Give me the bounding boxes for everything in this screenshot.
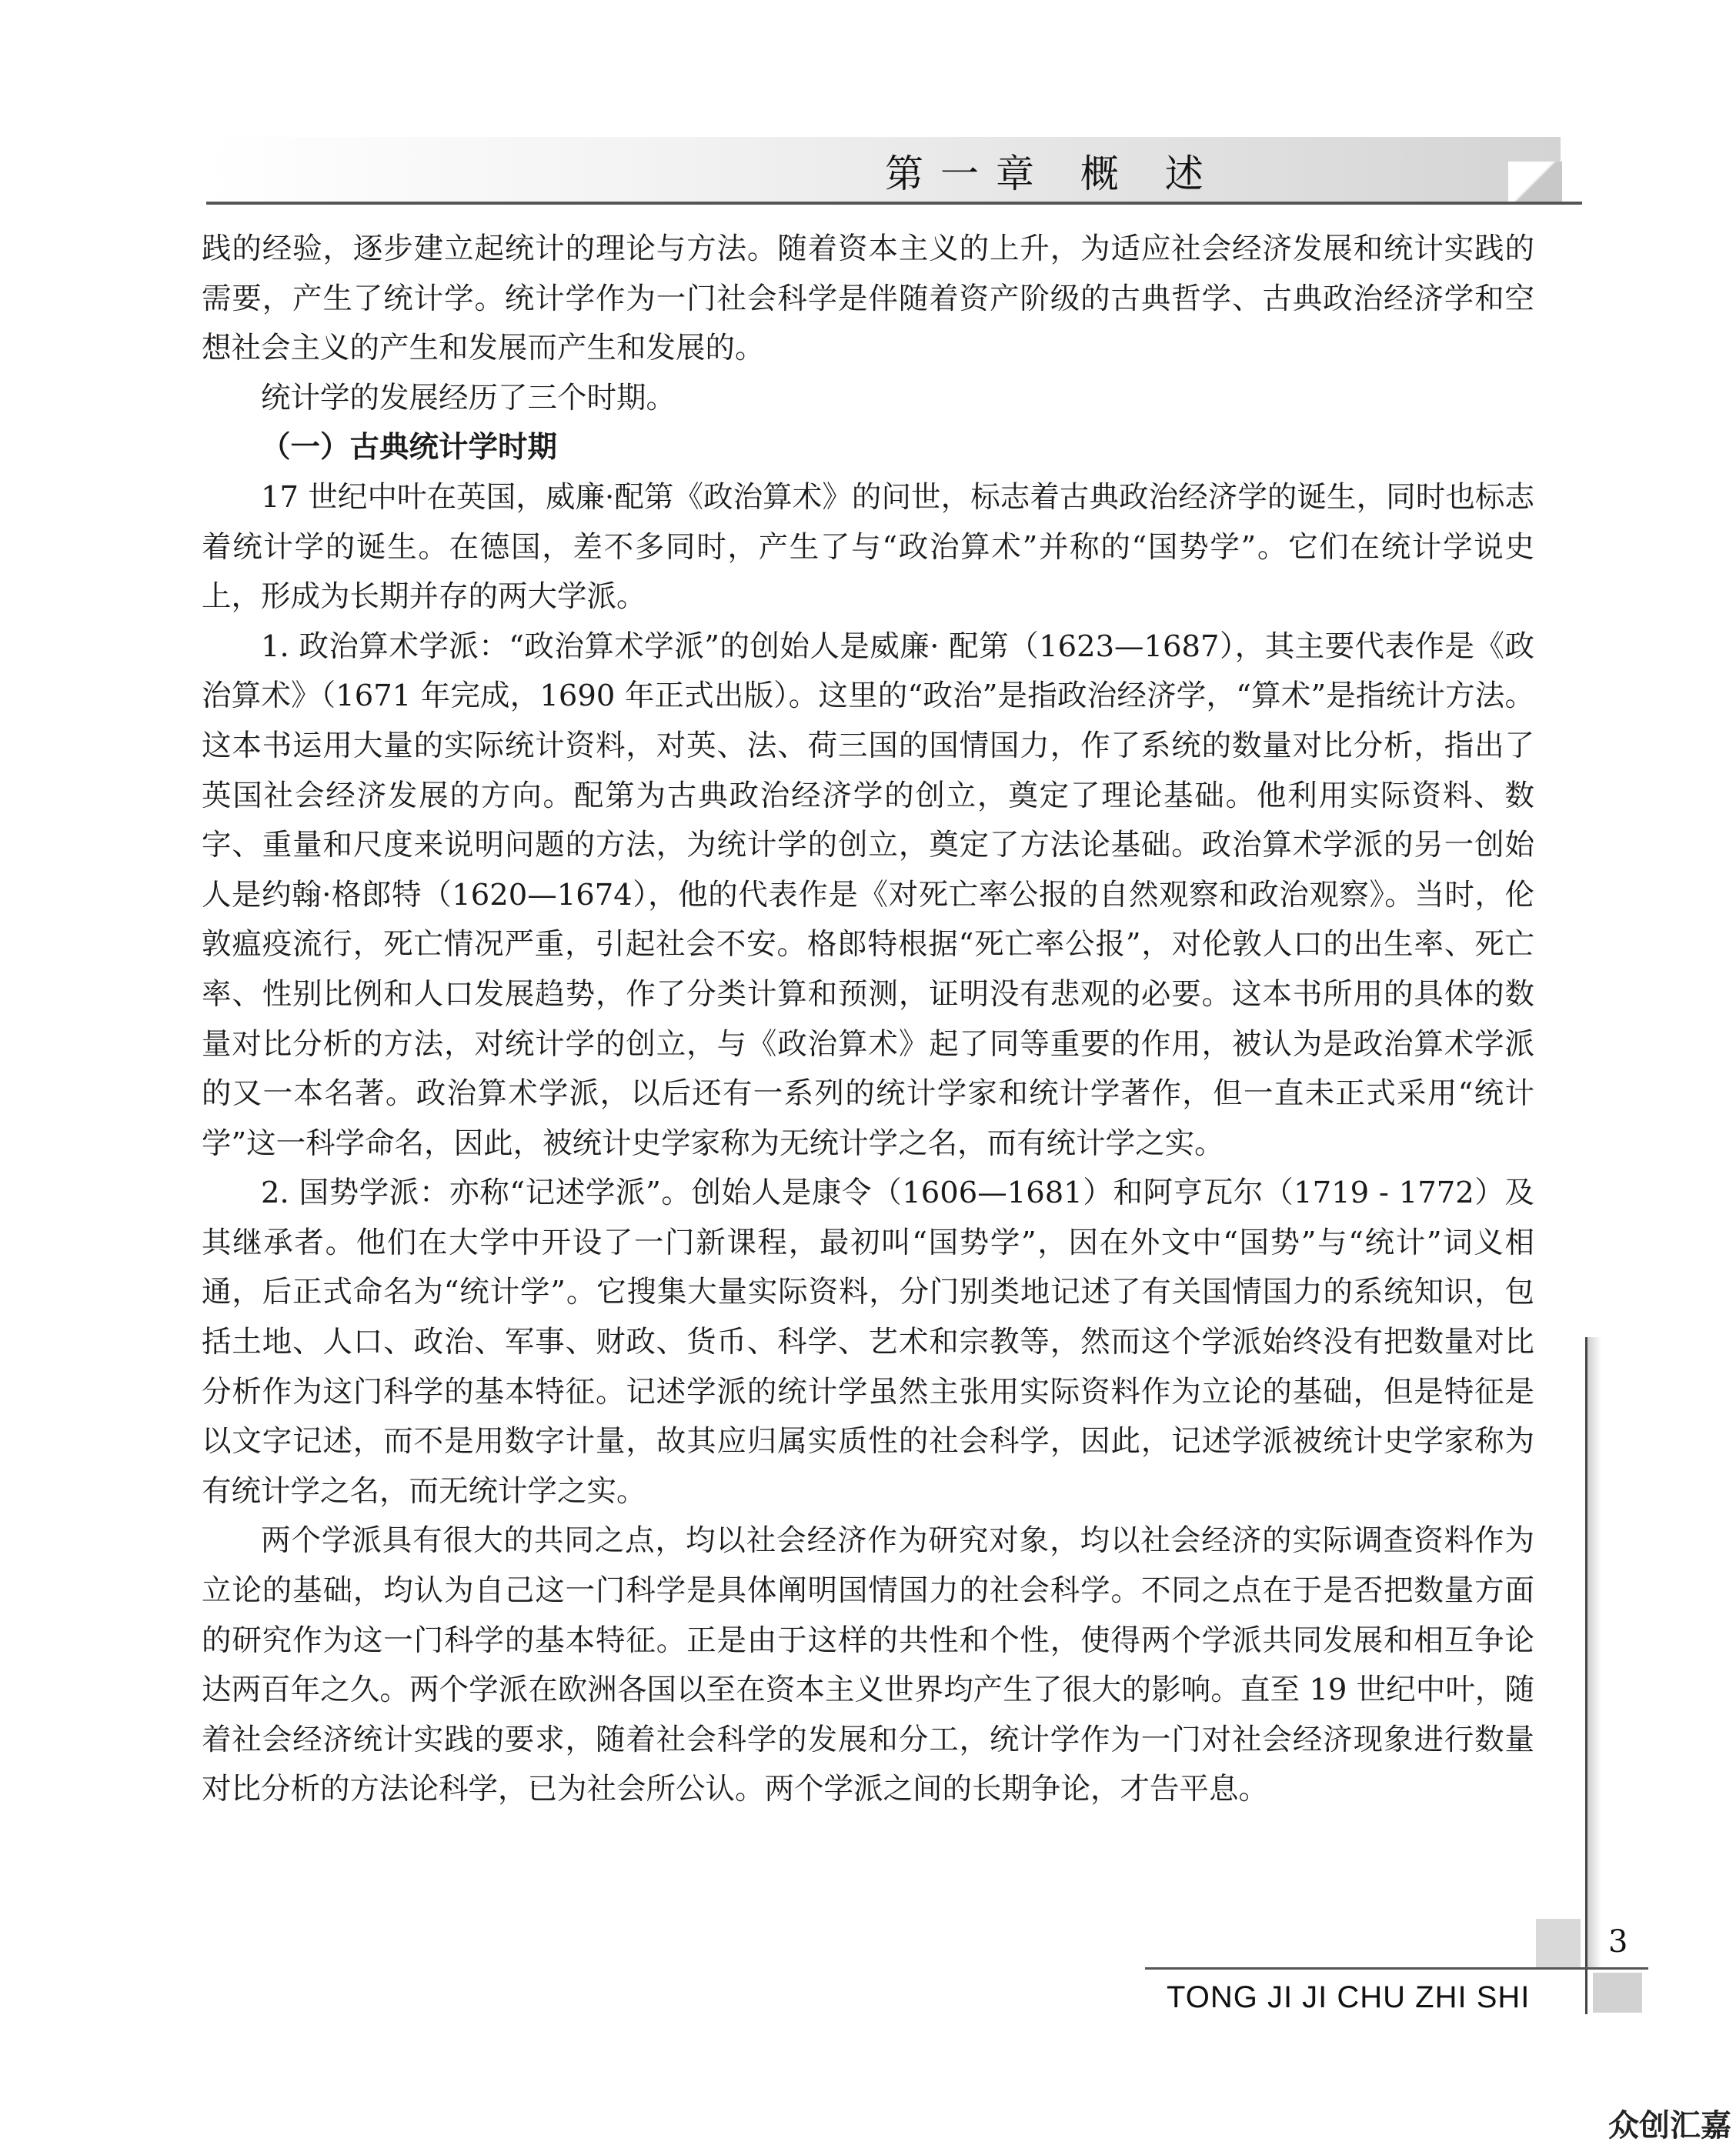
paragraph-6: 两个学派具有很大的共同之点，均以社会经济作为研究对象，均以社会经济的实际调查资料作为立论的基础，均认为自己这一门科学是具体阐明国情国力的社会科学。不同之点在于是否把数量方面的研究作为这一门科学的基本特征。正是由于这样的共性和个性，使得两个学派共同发展和相互争论达两百年之久。两个学派在欧洲各国以至在资本主义世界均产生了很大的影响。直至 19 世纪中叶，随着社会经济统计实践的要求，随着社会科学的发展和分工，统计学作为一门对社会经济现象进行数量对比分析的方法论科学，已为社会所公认。两个学派之间的长期争论，才告平息。 bbox=[202, 1523, 1534, 1807]
paragraph-3: 17 世纪中叶在英国，威廉·配第《政治算术》的问世，标志着古典政治经济学的诞生，同时也标志着统计学的诞生。在德国，差不多同时，产生了与“政治算术”并称的“国势学”。它们在统计学说史上，形成为长期并存的两大学派。 bbox=[202, 479, 1534, 615]
margin-shade bbox=[1587, 1337, 1601, 1968]
page-number: 3 bbox=[1608, 1924, 1628, 1960]
footer-rule bbox=[1145, 1967, 1648, 1970]
paragraph-4: 1. 政治算术学派：“政治算术学派”的创始人是威廉· 配第（1623—1687），其主要代表作是《政治算术》（1671 年完成，1690 年正式出版）。这里的“政治”是指政治经济学，“算术”是指统计方法。这本书运用大量的实际统计资料，对英、法、荷三国的国情国力，作了系统的数量对比分析，指出了英国社会经济发展的方向。配第为古典政治经济学的创立，奠定了理论基础。他利用实际资料、数字、重量和尺度来说明问题的方法，为统计学的创立，奠定了方法论基础。政治算术学派的另一创始人是约翰·格郎特（1620—1674），他的代表作是《对死亡率公报的自然观察和政治观察》。当时，伦敦瘟疫流行，死亡情况严重，引起社会不安。格郎特根据“死亡率公报”，对伦敦人口的出生率、死亡率、性别比例和人口发展趋势，作了分类计算和预测，证明没有悲观的必要。这本书所用的具体的数量对比分析的方法，对统计学的创立，与《政治算术》起了同等重要的作用，被认为是政治算术学派的又一本名著。政治算术学派，以后还有一系列的统计学家和统计学著作，但一直未正式采用“统计学”这一科学命名，因此，被统计史学家称为无统计学之名，而有统计学之实。 bbox=[202, 629, 1534, 1161]
header-rule bbox=[206, 202, 1582, 205]
chapter-title: 第一章 概 述 bbox=[885, 152, 1220, 196]
series-label: TONG JI JI CHU ZHI SHI bbox=[1167, 1980, 1531, 2014]
section-heading: （一）古典统计学时期 bbox=[261, 430, 558, 465]
watermark: 众创汇嘉 bbox=[1608, 2108, 1731, 2143]
paragraph-1: 践的经验，逐步建立起统计的理论与方法。随着资本主义的上升，为适应社会经济发展和统计实践的需要，产生了统计学。统计学作为一门社会科学是伴随着资产阶级的古典哲学、古典政治经济学和空想社会主义的产生和发展而产生和发展的。 bbox=[202, 232, 1534, 366]
header-corner-tab bbox=[1508, 162, 1562, 202]
paragraph-2: 统计学的发展经历了三个时期。 bbox=[261, 380, 676, 415]
paragraph-5: 2. 国势学派：亦称“记述学派”。创始人是康令（1606—1681）和阿亨瓦尔（1719 - 1772）及其继承者。他们在大学中开设了一门新课程，最初叫“国势学”，因在外文中“国势”与“统计”词义相通，后正式命名为“统计学”。它搜集大量实际资料，分门别类地记述了有关国情国力的系统知识，包括土地、人口、政治、军事、财政、货币、科学、艺术和宗教等，然而这个学派始终没有把数量对比分析作为这门科学的基本特征。记述学派的统计学虽然主张用实际资料作为立论的基础，但是特征是以文字记述，而不是用数字计量，故其应归属实质性的社会科学，因此，记述学派被统计史学家称为有统计学之名，而无统计学之实。 bbox=[202, 1176, 1534, 1509]
footer-box-right bbox=[1593, 1973, 1642, 2013]
footer-box-left bbox=[1536, 1919, 1581, 1968]
header-band bbox=[206, 137, 1561, 202]
body-text bbox=[202, 225, 1534, 1815]
margin-line bbox=[1585, 1337, 1587, 2014]
